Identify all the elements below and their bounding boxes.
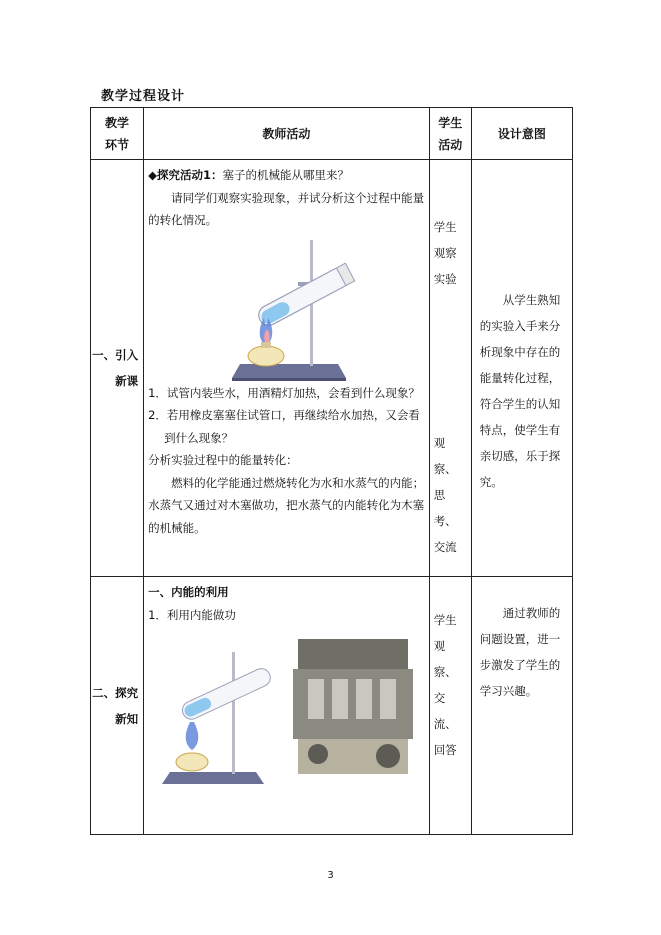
page-heading: 教学过程设计 <box>101 89 186 104</box>
student-activity-cell: 学生 观察、 交流、 回答 <box>429 577 471 835</box>
stage-cell: 一、引入 新课 <box>91 160 144 577</box>
analysis-label: 分析实验过程中的能量转化： <box>148 453 298 467</box>
test-tube-illustration <box>160 648 280 788</box>
teacher-activity-cell <box>144 160 430 577</box>
header-teacher: 教师活动 <box>144 108 430 160</box>
intro-text: 请同学们观察实验现象，并试分析这个过程中能量的转化情况。 <box>148 190 425 227</box>
experiment-illustration <box>148 232 425 382</box>
header-intent: 设计意图 <box>471 108 572 160</box>
table-row <box>91 577 573 835</box>
table-header-row <box>91 108 573 160</box>
design-intent-cell: 从学生熟知的实验入手来分析现象中存在的能量转化过程，符合学生的认知特点，使学生有亲切感，乐于探究。 <box>471 160 572 577</box>
student-activity-cell: 学生 观察 实验 观察、 思考、 交流 <box>429 160 471 577</box>
page-number: 3 <box>327 870 334 881</box>
images-row <box>148 626 425 796</box>
question-2: 2．若用橡皮塞塞住试管口，再继续给水加热，又会看到什么现象？ <box>148 408 420 445</box>
activity-title: 塞子的机械能从哪里来？ <box>222 168 349 182</box>
item-1: 1．利用内能做功 <box>148 607 236 622</box>
design-intent-cell: 通过教师的问题设置，进一步激发了学生的学习兴趣。 <box>471 577 572 835</box>
table-row <box>91 160 573 577</box>
section-title: 一、内能的利用 <box>148 585 229 599</box>
teacher-activity-cell <box>144 577 430 835</box>
header-student: 学生 活动 <box>429 108 471 160</box>
header-stage: 教学 环节 <box>91 108 144 160</box>
lesson-plan-table <box>90 107 573 835</box>
stage-cell: 二、探究 新知 <box>91 577 144 835</box>
activity-title-prefix: ◆探究活动1： <box>148 168 223 182</box>
analysis-body: 燃料的化学能通过燃烧转化为水和水蒸气的内能；水蒸气又通过对木塞做功，把水蒸气的内能转化为木塞的机械能。 <box>148 475 425 535</box>
question-1: 1．试管内装些水，用酒精灯加热，会看到什么现象？ <box>148 385 420 400</box>
engine-image <box>288 634 418 784</box>
